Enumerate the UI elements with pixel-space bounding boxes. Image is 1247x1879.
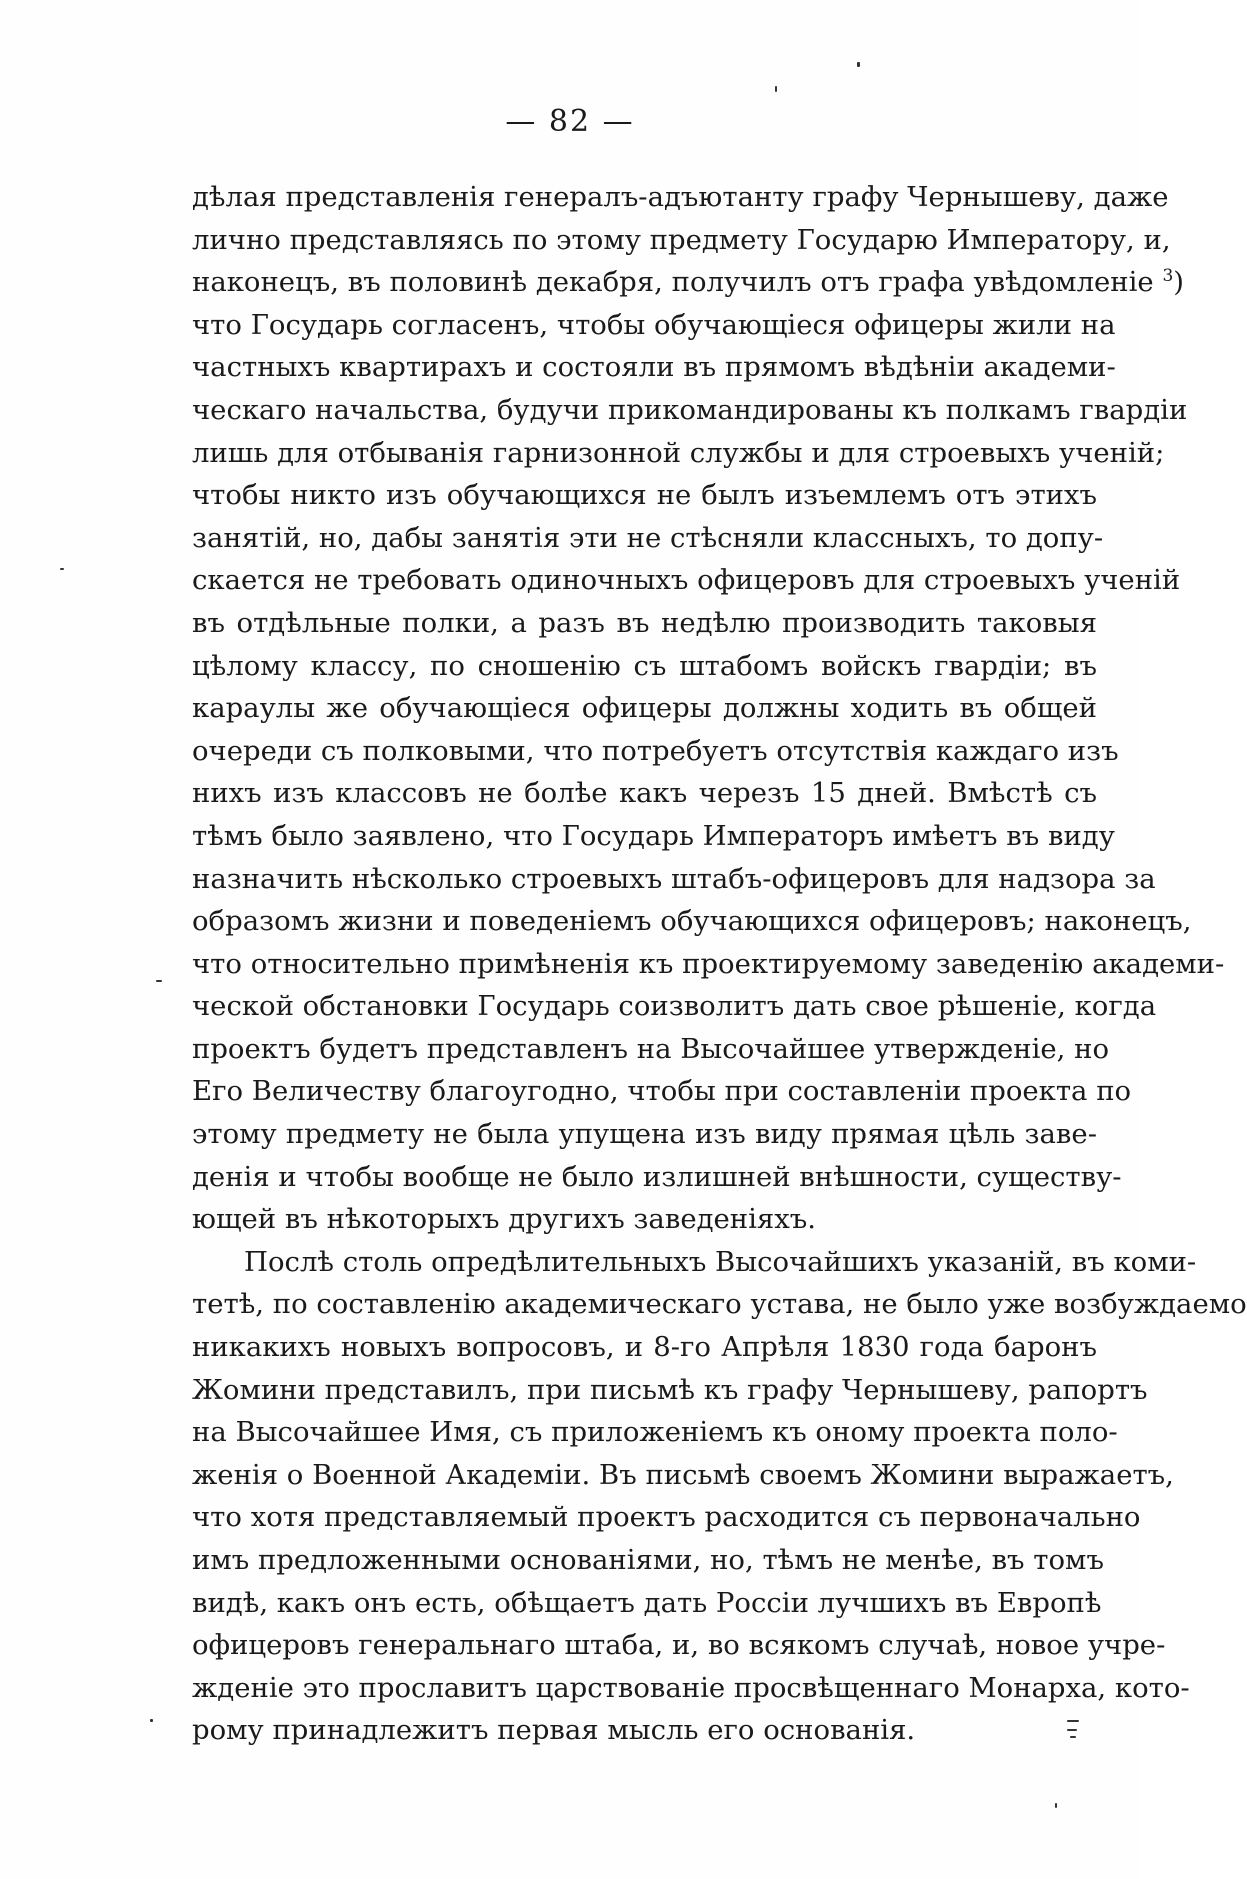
text-line: очереди съ полковыми, что потребуетъ отсутствія каждаго изъ: [192, 734, 1119, 767]
text-line: этому предмету не была упущена изъ виду прямая цѣль заве-: [192, 1118, 1097, 1151]
text-line: Послѣ столь опредѣлительныхъ Высочайшихъ указаній, въ коми-: [244, 1245, 1197, 1278]
text-line: цѣлому классу, по сношенію съ штабомъ войскъ гвардіи; въ: [192, 649, 1097, 682]
footnote-reference: 3: [1162, 266, 1174, 287]
paragraph-1: [192, 176, 1225, 1241]
text-line: имъ предложенными основаніями, но, тѣмъ не менѣе, въ томъ: [192, 1544, 1104, 1576]
body-text: [192, 176, 1247, 1752]
text-line: назначить нѣсколько строевыхъ штабъ-офицеровъ для надзора за: [192, 862, 1156, 895]
text-line: ческаго начальства, будучи прикомандированы къ полкамъ гвардіи: [192, 393, 1188, 426]
text-line: проектъ будетъ представленъ на Высочайшее утвержденіе, но: [192, 1032, 1110, 1065]
text-line: частныхъ квартирахъ и состояли въ прямомъ вѣдѣніи академи-: [192, 351, 1116, 384]
text-line: жденіе это прославитъ царствованіе просвѣщеннаго Монарха, кото-: [192, 1671, 1190, 1704]
text-line: женія о Военной Академіи. Въ письмѣ своемъ Жомини выражаетъ,: [192, 1458, 1174, 1491]
text-line: на Высочайшее Имя, съ приложеніемъ къ оному проекта поло-: [192, 1416, 1118, 1449]
text-line: въ отдѣльные полки, а разъ въ недѣлю производить таковыя: [192, 606, 1097, 639]
text-line: что хотя представляемый проектъ расходится съ первоначально: [192, 1501, 1141, 1534]
text-line: что относительно примѣненія къ проектируемому заведенію академи-: [192, 947, 1225, 980]
text-line: Его Величеству благоугодно, чтобы при составленіи проекта по: [192, 1075, 1132, 1108]
text-line: занятій, но, дабы занятія эти не стѣсняли классныхъ, то допу-: [192, 521, 1104, 554]
scan-speck: [1070, 1736, 1076, 1738]
text-line: офицеровъ генеральнаго штаба, и, во всякомъ случаѣ, новое учре-: [192, 1629, 1166, 1662]
text-line: лично представляясь по этому предмету Государю Императору, и,: [192, 223, 1171, 256]
scan-speck: [60, 568, 64, 570]
text-line: рому принадлежитъ первая мысль его основанія.: [192, 1714, 916, 1747]
text-line: тетѣ, по составленію академическаго устава, не было уже возбуждаемо: [192, 1288, 1247, 1321]
text-line: никакихъ новыхъ вопросовъ, и 8-го Апрѣля 1830 года баронъ: [192, 1331, 1097, 1364]
text-line: образомъ жизни и поведеніемъ обучающихся офицеровъ; наконецъ,: [192, 905, 1192, 938]
text-line: ческой обстановки Государь соизволитъ дать свое рѣшеніе, когда: [192, 990, 1157, 1023]
scan-speck: [1055, 1803, 1057, 1808]
text-line: скается не требовать одиночныхъ офицеровъ для строевыхъ ученій: [192, 564, 1181, 597]
scan-speck: [1067, 1729, 1077, 1731]
text-line: Жомини представилъ, при письмѣ къ графу Чернышеву, рапортъ: [192, 1373, 1148, 1406]
text-line: лишь для отбыванія гарнизонной службы и для строевыхъ ученій;: [192, 436, 1165, 469]
scan-speck: [156, 980, 162, 982]
scan-speck: [775, 86, 777, 92]
text-line-content: наконецъ, въ половинѣ декабря, получилъ отъ графа увѣдомленіе: [192, 266, 1154, 299]
text-line: чтобы никто изъ обучающихся не былъ изъемлемъ отъ этихъ: [192, 479, 1097, 512]
text-line: ющей въ нѣкоторыхъ другихъ заведеніяхъ.: [192, 1203, 817, 1236]
text-line: видѣ, какъ онъ есть, обѣщаетъ дать Россіи лучшихъ въ Европѣ: [192, 1586, 1102, 1619]
footnote-close-paren: ): [1173, 266, 1185, 299]
text-line: что Государь согласенъ, чтобы обучающіеся офицеры жили на: [192, 308, 1116, 341]
text-line: тѣмъ было заявлено, что Государь Императоръ имѣетъ въ виду: [192, 819, 1115, 852]
paragraph-2: [192, 1241, 1247, 1752]
text-line-with-footnote: [192, 261, 1185, 304]
text-line: денія и чтобы вообще не было излишней внѣшности, существу-: [192, 1160, 1122, 1193]
scan-speck: [150, 1719, 153, 1722]
text-line: нихъ изъ классовъ не болѣе какъ черезъ 15 дней. Вмѣстѣ съ: [192, 777, 1097, 810]
scan-speck: [1067, 1720, 1079, 1722]
text-line: дѣлая представленія генералъ-адъютанту графу Чернышеву, даже: [192, 181, 1169, 213]
scan-speck: [857, 62, 860, 67]
page-number: — 82 —: [505, 104, 635, 139]
text-line: караулы же обучающіеся офицеры должны ходить въ общей: [192, 692, 1097, 725]
